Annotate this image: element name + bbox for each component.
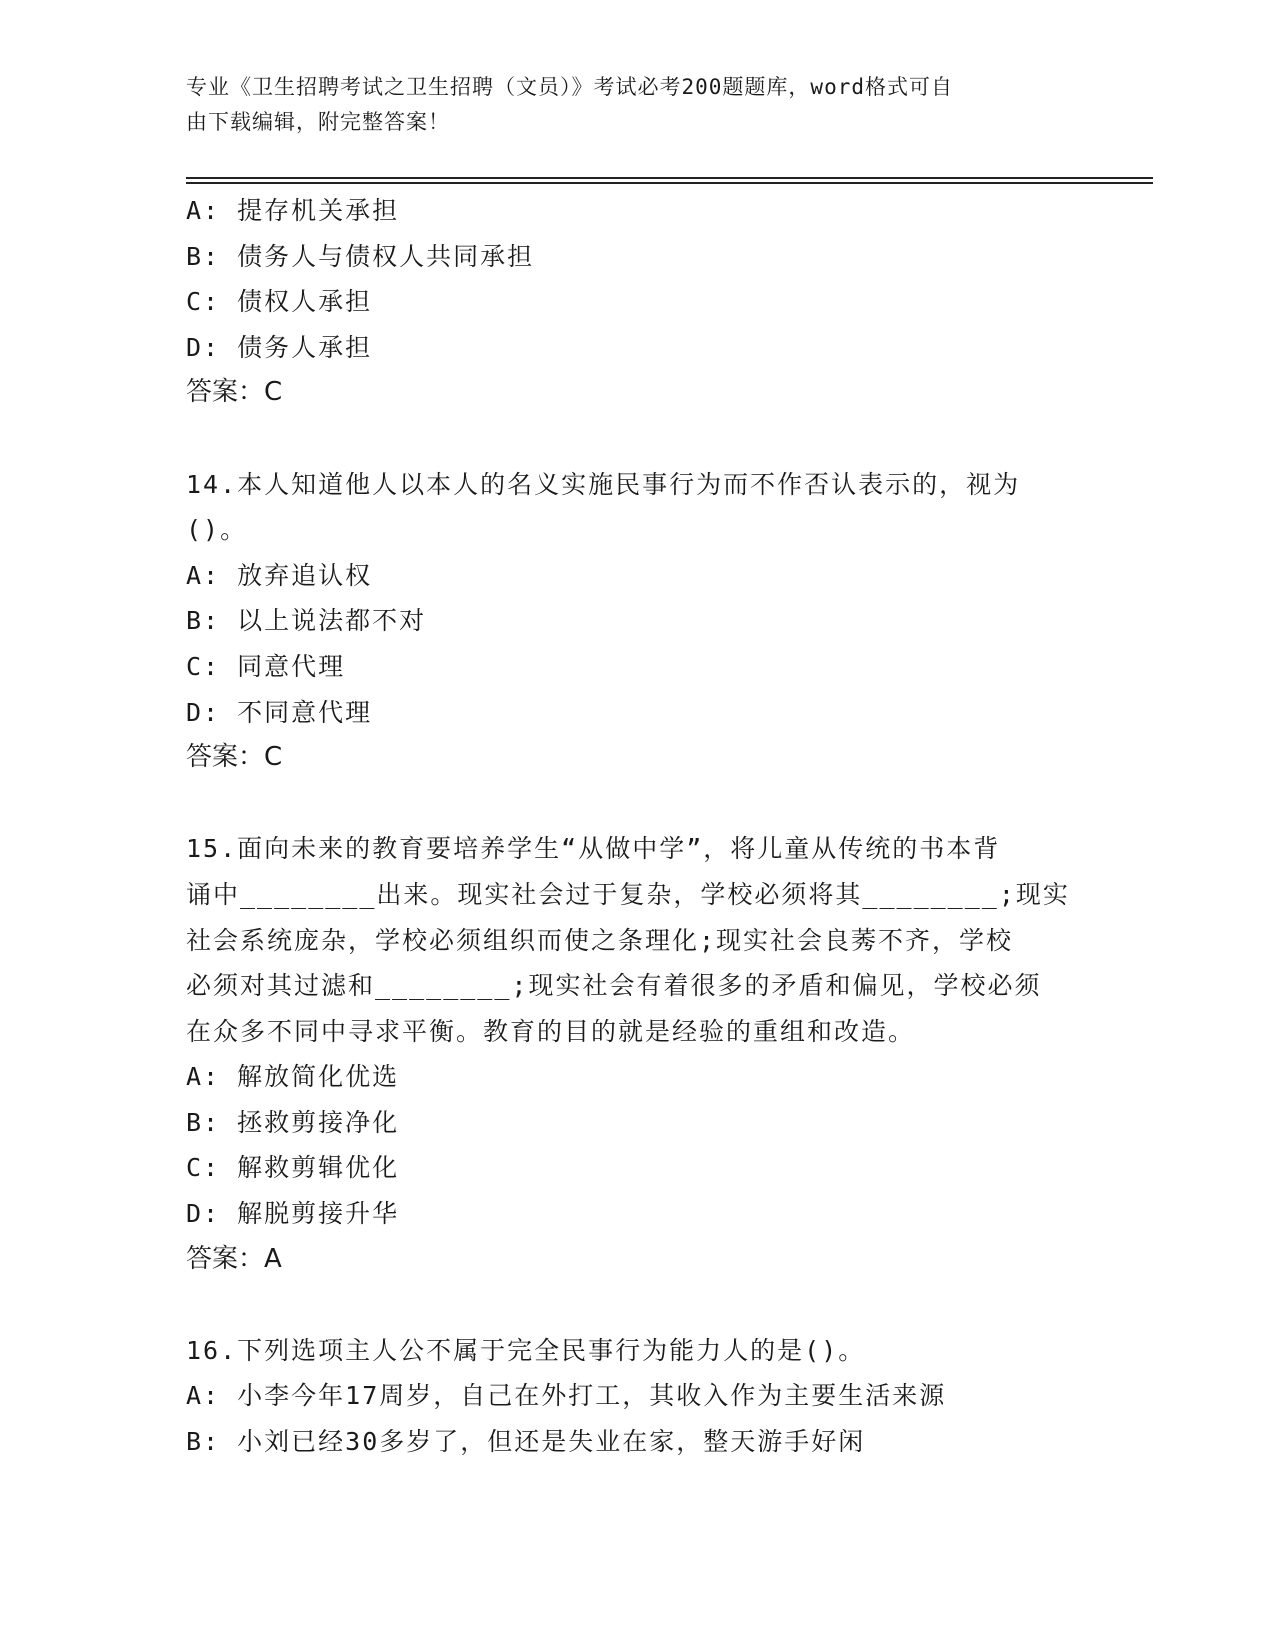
answer: 答案：C bbox=[186, 742, 283, 773]
question-stem-cont: 在众多不同中寻求平衡。教育的目的就是经验的重组和改造。 bbox=[186, 1016, 916, 1046]
question-stem-cont: 必须对其过滤和________;现实社会有着很多的矛盾和偏见，学校必须 bbox=[186, 971, 1042, 1001]
question-stem-cont: 诵中________出来。现实社会过于复杂，学校必须将其________;现实 bbox=[186, 879, 1070, 909]
spacer bbox=[186, 781, 1086, 827]
header-divider-top bbox=[186, 177, 1153, 179]
answer: 答案：A bbox=[186, 1243, 282, 1274]
option-c: C: 解救剪辑优化 bbox=[186, 1153, 400, 1183]
question-stem: 16.下列选项主人公不属于完全民事行为能力人的是()。 bbox=[186, 1335, 866, 1365]
question-13 bbox=[186, 188, 1086, 416]
answer: 答案：C bbox=[186, 377, 283, 408]
question-stem-cont: 社会系统庞杂，学校必须组织而使之条理化;现实社会良莠不齐，学校 bbox=[186, 925, 1014, 955]
option-d: D: 不同意代理 bbox=[186, 697, 373, 727]
option-b: B: 以上说法都不对 bbox=[186, 606, 427, 636]
question-list bbox=[186, 188, 1086, 1465]
header-line-1: 专业《卫生招聘考试之卫生招聘（文员）》考试必考200题题库，word格式可自 bbox=[186, 75, 953, 99]
header-line-2: 由下载编辑，附完整答案！ bbox=[186, 110, 450, 134]
option-c: C: 同意代理 bbox=[186, 651, 346, 681]
spacer bbox=[186, 416, 1086, 462]
option-b: B: 债务人与债权人共同承担 bbox=[186, 241, 535, 271]
question-15 bbox=[186, 826, 1086, 1282]
header-divider-bottom bbox=[186, 182, 1153, 184]
spacer bbox=[186, 1282, 1086, 1328]
option-a: A: 小李今年17周岁，自己在外打工，其收入作为主要生活来源 bbox=[186, 1381, 947, 1411]
option-d: D: 债务人承担 bbox=[186, 332, 373, 362]
question-14 bbox=[186, 462, 1086, 781]
question-stem-cont: ()。 bbox=[186, 515, 248, 545]
question-16 bbox=[186, 1328, 1086, 1465]
option-d: D: 解脱剪接升华 bbox=[186, 1199, 400, 1229]
document-header bbox=[186, 70, 1066, 140]
option-b: B: 小刘已经30多岁了，但还是失业在家，整天游手好闲 bbox=[186, 1427, 866, 1457]
option-b: B: 拯救剪接净化 bbox=[186, 1107, 400, 1137]
question-stem: 14.本人知道他人以本人的名义实施民事行为而不作否认表示的，视为 bbox=[186, 469, 1021, 499]
option-a: A: 放弃追认权 bbox=[186, 560, 373, 590]
option-a: A: 提存机关承担 bbox=[186, 196, 400, 225]
question-stem: 15.面向未来的教育要培养学生“从做中学”，将儿童从传统的书本背 bbox=[186, 834, 1001, 864]
option-c: C: 债权人承担 bbox=[186, 287, 373, 317]
option-a: A: 解放简化优选 bbox=[186, 1062, 400, 1092]
